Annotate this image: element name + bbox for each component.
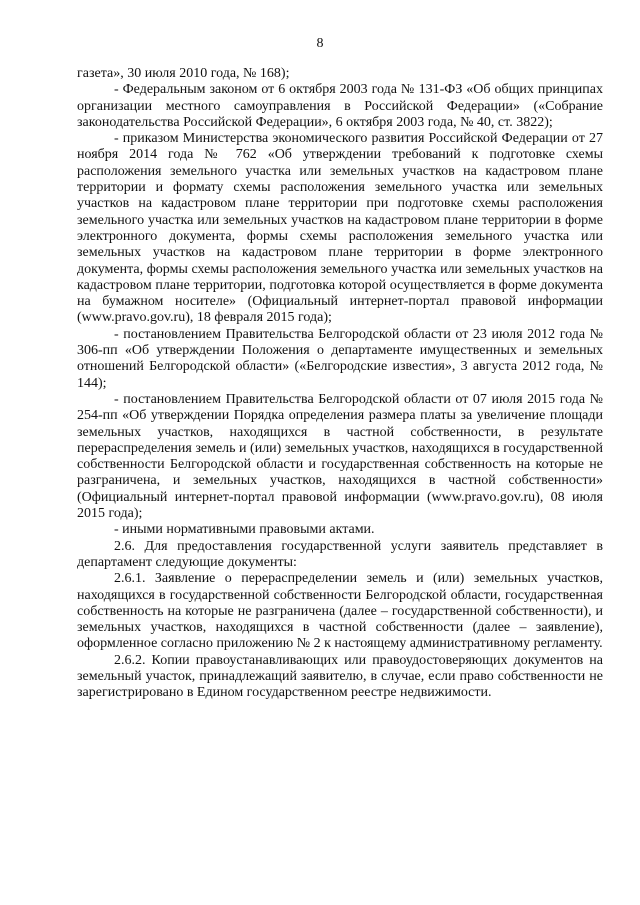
paragraph: 2.6.1. Заявление о перераспределении земель и (или) земельных участков, находящихся в государственной собственности Белгородской области, государственная собственность на которые не разграничена (далее – государственной собственности), и земельных участков, находящихся в частной собственности (далее – заявление), оформленное согласно приложению № 2 к настоящему административному регламенту. <box>77 571 603 652</box>
paragraph: - Федеральным законом от 6 октября 2003 года № 131-ФЗ «Об общих принципах организации местного самоуправления в Российской Федерации» («Собрание законодательства Российской Федерации», 6 октября 2003 года, № 40, ст. 3822); <box>77 82 603 130</box>
paragraph: 2.6. Для предоставления государственной услуги заявитель представляет в департамент следующие документы: <box>77 538 603 570</box>
document-body <box>77 66 603 702</box>
paragraph: газета», 30 июля 2010 года, № 168); <box>77 66 290 81</box>
page-number: 8 <box>316 36 324 51</box>
paragraph: - иными нормативными правовыми актами. <box>114 522 375 538</box>
paragraph: - постановлением Правительства Белгородской области от 07 июля 2015 года № 254-пп «Об утверждении Порядка определения размера платы за увеличение площади земельных участков, находящихся в частной собственности, в результате перераспределения земель и (или) земельных участков, находящихся в государственной собственности Белгородской области и государственная собственность на которые не разграничена, и земельных участков, находящихся в частной собственности» (Официальный интернет-портал правовой информации (www.pravo.gov.ru), 08 июля 2015 года); <box>77 391 603 522</box>
paragraph: 2.6.2. Копии правоустанавливающих или правоудостоверяющих документов на земельный участок, принадлежащий заявителю, в случае, если право собственности не зарегистрировано в Едином государственном реестре недвижимости. <box>77 652 603 701</box>
paragraph: - постановлением Правительства Белгородской области от 23 июля 2012 года № 306-пп «Об утверждении Положения о департаменте имущественных и земельных отношений Белгородской области» («Белгородские известия», 3 августа 2012 года, № 144); <box>77 326 603 391</box>
paragraph: - приказом Министерства экономического развития Российской Федерации от 27 ноября 2014 года № 762 «Об утверждении требований к подготовке схемы расположения земельного участка или земельных участков на кадастровом плане территории и формату схемы расположения земельного участка или земельных участков на кадастровом плане территории при подготовке схемы расположения земельного участка или земельных участков на кадастровом плане территории в форме электронного документа, формы схемы расположения земельного участка или земельных участков на кадастровом плане территории в форме электронного документа, формы схемы расположения земельного участка или земельных участков на кадастровом плане территории, подготовка которой осуществляется в форме документа на бумажном носителе» (Официальный интернет-портал правовой информации (www.pravo.gov.ru), 18 февраля 2015 года); <box>77 131 603 326</box>
